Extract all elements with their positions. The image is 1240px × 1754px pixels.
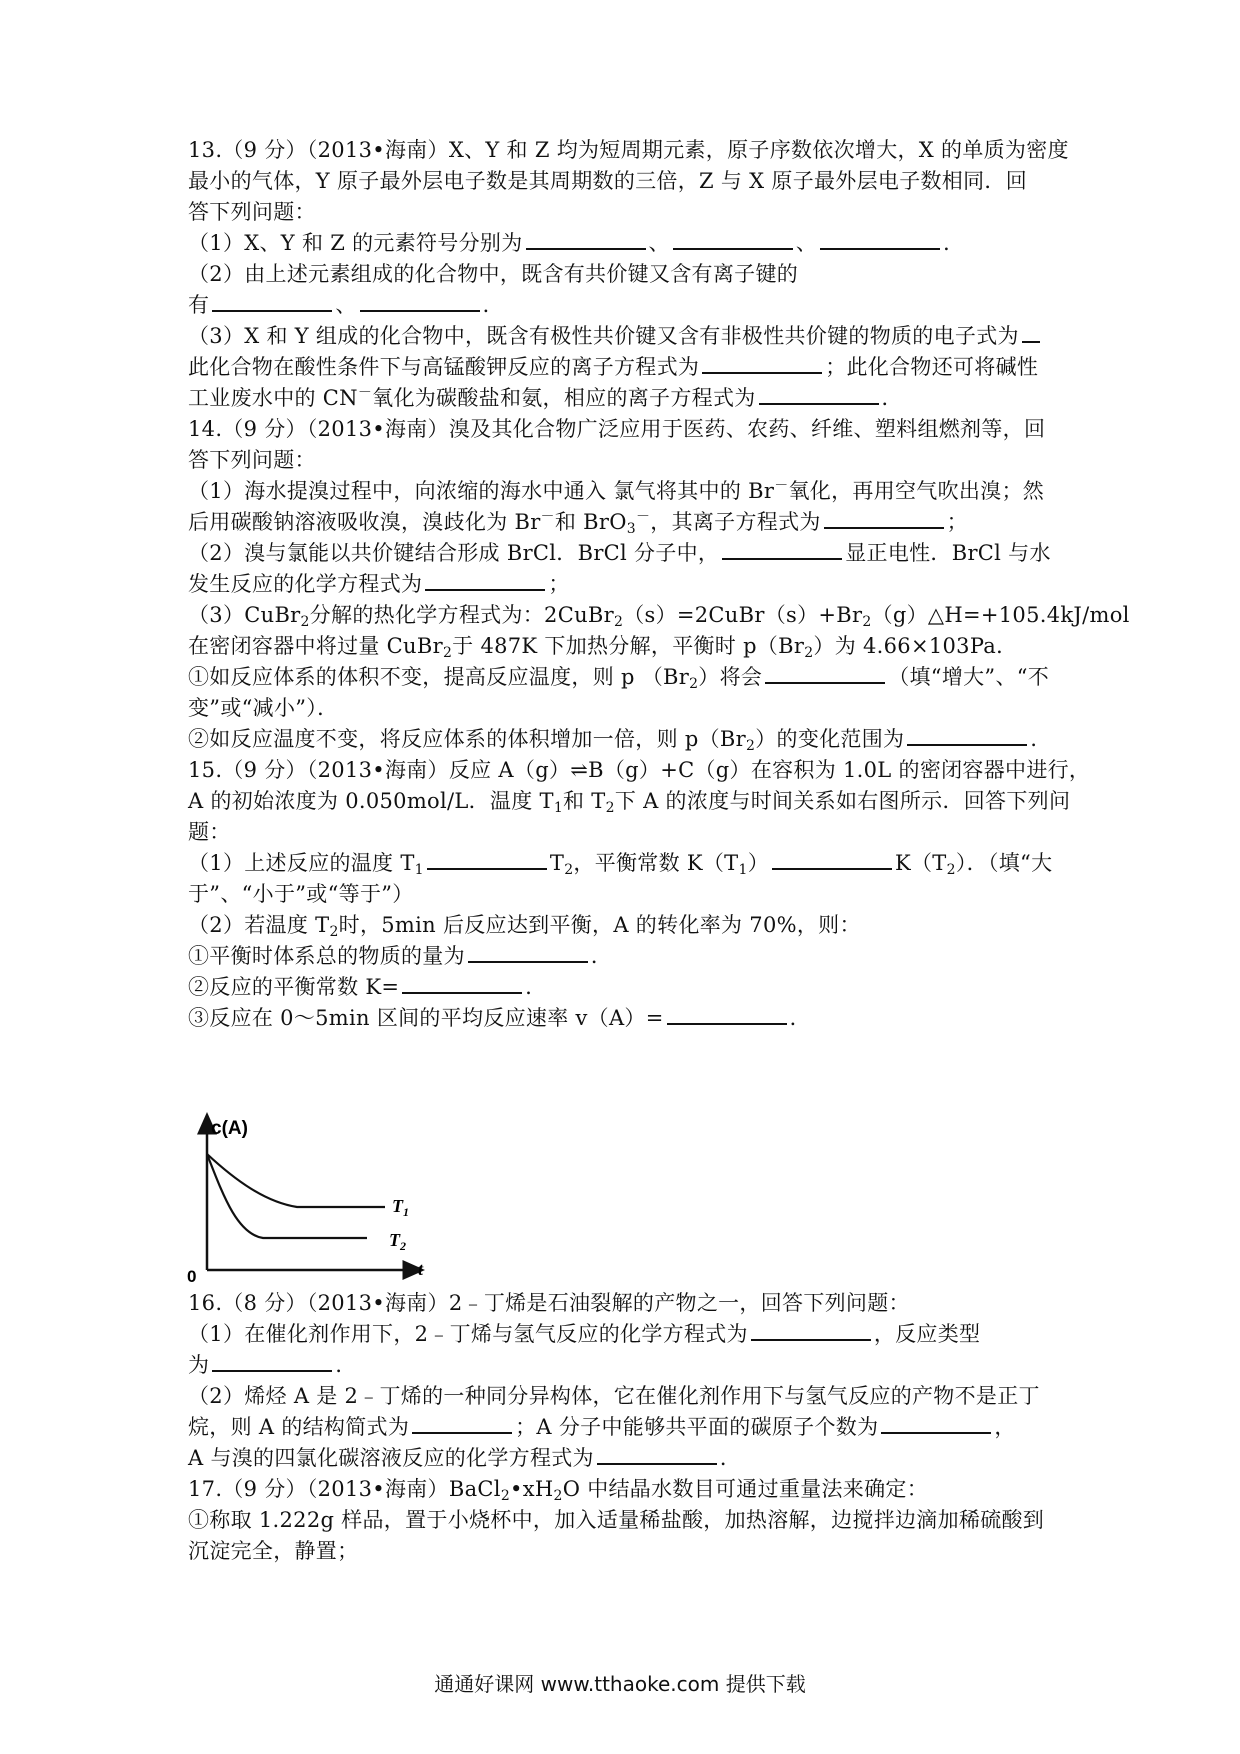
q15-line-1: 15.（9 分）（2013•海南）反应 A（g）⇌B（g）+C（g）在容积为 1.0L 的密闭容器中进行， <box>188 758 1091 782</box>
answer-blank[interactable] <box>722 557 842 560</box>
answer-blank[interactable] <box>772 867 892 870</box>
q14-part-3a: （3）CuBr$_2$分解的热化学方程式为：$2CuBr_2(s)=2CuBr(s)+Br_2(g)\triangle H=+105.4kJ$/mol <box>188 603 1130 630</box>
q14-part-3-c1a: ①如反应体系的体积不变，提高反应温度，则 p $(Br_2)$将会 （填“增大”、“不 <box>188 665 1050 692</box>
answer-blank[interactable] <box>907 743 1027 746</box>
q13-part-2b: 有 、 ． <box>188 293 504 317</box>
q13-part-3b: 此化合物在酸性条件下与高锰酸钾反应的离子方程式为 ；此化合物还可将碱性 <box>188 355 1039 379</box>
q14-part-3-c2: ②如反应温度不变，将反应体系的体积增加一倍，则 $p(Br_2)$的变化范围为 ． <box>188 727 1052 754</box>
q15-part-1b: 于”、“小于”或“等于”） <box>188 882 414 906</box>
q15-line-2: A 的初始浓度为 0.050mol/L．温度 $T_1$和 $T_2$下 A 的浓度与时间关系如右图所示．回答下列问 <box>188 789 1071 816</box>
q17-line-3: 沉淀完全，静置； <box>188 1539 359 1563</box>
q16-part-1b: 为 ． <box>188 1353 357 1377</box>
page-footer: 通通好课网 www.tthaoke.com 提供下载 <box>434 1672 806 1696</box>
answer-blank[interactable] <box>751 1338 871 1341</box>
q14-part-1a: （1）海水提溴过程中，向浓缩的海水中通入 氯气将其中的 Br－氧化，再用空气吹出溴；然 <box>188 478 1045 503</box>
answer-blank[interactable] <box>820 247 940 250</box>
q15-part-2-c2: ②反应的平衡常数 K= ． <box>188 975 547 999</box>
x-axis-label: t <box>418 1259 424 1279</box>
q16-part-2a: （2）烯烃 A 是 2﹣丁烯的一种同分异构体，它在催化剂作用下与氢气反应的产物不是正丁 <box>188 1384 1040 1408</box>
answer-blank[interactable] <box>1022 340 1040 343</box>
answer-blank[interactable] <box>881 1431 991 1434</box>
answer-blank[interactable] <box>360 309 480 312</box>
q15-part-1a: （1）上述反应的温度 $T_1$ $T_2$，平衡常数 $K(T_1)$ $K(T_2)$．（填“大 <box>188 851 1053 878</box>
answer-blank[interactable] <box>597 1462 717 1465</box>
answer-blank[interactable] <box>412 1431 512 1434</box>
answer-blank[interactable] <box>702 371 822 374</box>
answer-blank[interactable] <box>759 402 879 405</box>
q14-part-1b: 后用碳酸钠溶液吸收溴，溴歧化为 Br－和 BrO$_3$－，其离子方程式为 ； <box>188 509 968 537</box>
q13-part-1: （1）X、Y 和 Z 的元素符号分别为 、 、 ． <box>188 231 965 255</box>
origin-label: 0 <box>187 1267 197 1285</box>
q16-line-1: 16.（8 分）（2013•海南）2﹣丁烯是石油裂解的产物之一，回答下列问题： <box>188 1291 910 1315</box>
q15-part-2: （2）若温度 $T_2$时，5min 后反应达到平衡，A 的转化率为 70%，则： <box>188 913 861 940</box>
q13-part-2a: （2）由上述元素组成的化合物中，既含有共价键又含有离子键的 <box>188 262 799 286</box>
answer-blank[interactable] <box>427 867 547 870</box>
q14-line-1: 14.（9 分）（2013•海南）溴及其化合物广泛应用于医药、农药、纤维、塑料组燃剂等，回 <box>188 417 1046 441</box>
answer-blank[interactable] <box>402 991 522 994</box>
q14-part-2a: （2）溴与氯能以共价键结合形成 BrCl．BrCl 分子中， 显正电性．BrCl 与水 <box>188 541 1051 565</box>
series-line-t2 <box>207 1154 367 1238</box>
answer-blank[interactable] <box>765 681 885 684</box>
answer-blank[interactable] <box>824 526 944 529</box>
answer-blank[interactable] <box>468 960 588 963</box>
q17-line-2: ①称取 1.222g 样品，置于小烧杯中，加入适量稀盐酸，加热溶解，边搅拌边滴加稀硫酸到 <box>188 1508 1045 1532</box>
q17-line-1: 17.（9 分）（2013•海南）$BaCl_2•xH_2O$ 中结晶水数目可通过重量法来确定： <box>188 1477 928 1504</box>
q14-part-3b: 在密闭容器中将过量 CuBr$_2$于 487K 下加热分解，平衡时 $p(Br_2)$为 4.66×103Pa． <box>188 634 1018 661</box>
series-line-t1 <box>207 1154 385 1207</box>
q14-line-2: 答下列问题： <box>188 448 316 472</box>
q15-part-2-c3: ③反应在 0～5min 区间的平均反应速率 v（A）= ． <box>188 1006 811 1030</box>
q13-part-3a: （3）X 和 Y 组成的化合物中，既含有极性共价键又含有非极性共价键的物质的电子式为 <box>188 321 1068 351</box>
q16-part-2c: A 与溴的四氯化碳溶液反应的化学方程式为 ． <box>188 1446 742 1470</box>
y-axis-label: c(A) <box>211 1118 248 1139</box>
q15-part-2-c1: ①平衡时体系总的物质的量为 ． <box>188 944 613 968</box>
q15-line-3: 题： <box>188 820 231 844</box>
answer-blank[interactable] <box>673 247 793 250</box>
answer-blank[interactable] <box>212 309 332 312</box>
answer-blank[interactable] <box>212 1369 332 1372</box>
q16-part-2b: 烷，则 A 的结构简式为 ；A 分子中能够共平面的碳原子个数为 ， <box>188 1415 1016 1439</box>
answer-blank[interactable] <box>667 1022 787 1025</box>
q16-part-1a: （1）在催化剂作用下，2﹣丁烯与氢气反应的化学方程式为 ，反应类型 <box>188 1322 981 1346</box>
q13-part-3c: 工业废水中的 CN－氧化为碳酸盐和氨，相应的离子方程式为 ． <box>188 385 903 410</box>
q13-line-2: 最小的气体，Y 原子最外层电子数是其周期数的三倍，Z 与 X 原子最外层电子数相同．回 <box>188 169 1028 193</box>
q14-part-2b: 发生反应的化学方程式为 ； <box>188 572 570 596</box>
q14-part-3-c1b: 变”或“减小”）． <box>188 696 339 720</box>
q13-line-1: 13.（9 分）（2013•海南）X、Y 和 Z 均为短周期元素，原子序数依次增大，X 的单质为密度 <box>188 138 1069 162</box>
series-label-t2: $T_2$ <box>389 1230 406 1253</box>
answer-blank[interactable] <box>425 588 545 591</box>
q13-line-3: 答下列问题： <box>188 200 316 224</box>
series-label-t1: $T_1$ <box>392 1196 409 1219</box>
concentration-time-chart <box>185 1110 445 1285</box>
answer-blank[interactable] <box>526 247 646 250</box>
